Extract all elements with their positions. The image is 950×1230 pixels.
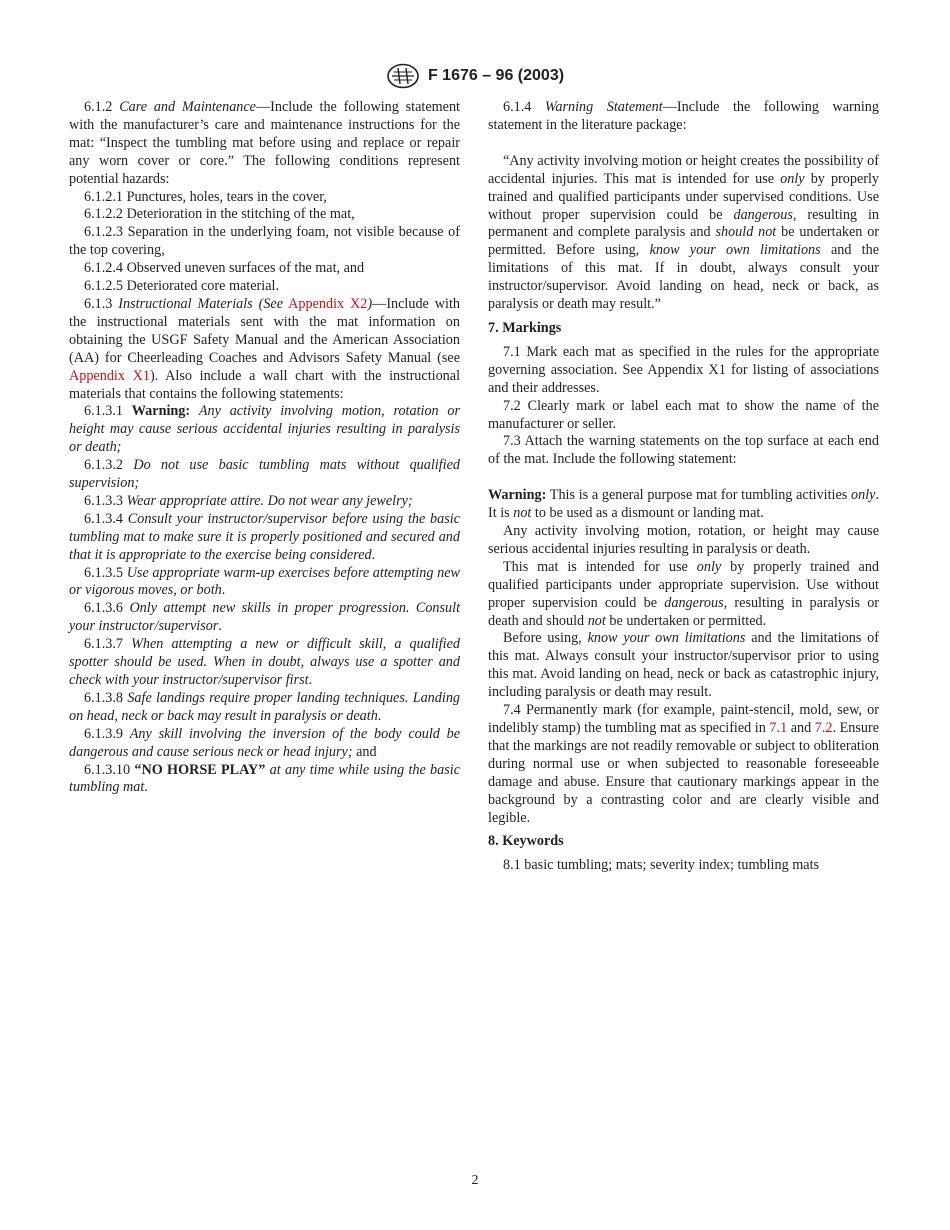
section-7-3: 7.3 Attach the warning statements on the top surface at each end of the mat. Include the following statement:	[488, 433, 879, 468]
mat-warning-injury: Any activity involving motion, rotation, or height may cause serious accidental injuries resulting in paralysis or death.	[488, 523, 879, 557]
section-7-2-link[interactable]: 7.2	[814, 720, 833, 736]
section-8-heading: 8. Keywords	[488, 833, 564, 850]
section-6-1-3-1: 6.1.3.1 Warning: Any activity involving motion, rotation or height may cause serious accidental injuries resulting in paralysis or death;	[69, 403, 461, 456]
astm-logo	[386, 63, 420, 89]
section-6-1-3-10: 6.1.3.10 “NO HORSE PLAY” at any time while using the basic tumbling mat.	[69, 761, 461, 796]
mat-warning-limitations: Before using, know your own limitations and the limitations of this mat. Always consult your instructor/supervisor prior to using this mat. Avoid landing on head, neck or back as catastrophic injury, including paralysis or death may result.	[488, 630, 879, 701]
page-header	[0, 63, 950, 89]
section-7-2: 7.2 Clearly mark or label each mat to show the name of the manufacturer or seller.	[488, 397, 879, 432]
left-column	[69, 99, 460, 797]
section-6-1-2-2: 6.1.2.2 Deterioration in the stitching of the mat,	[84, 206, 355, 223]
section-6-1-3-5: 6.1.3.5 Use appropriate warm-up exercises before attempting new or vigorous moves, or both.	[69, 564, 460, 599]
section-6-1-3: 6.1.3 Instructional Materials (See Appendix X2)—Include with the instructional materials sent with the mat information on obtaining the USGF Safety Manual and the American Association (AA) for Cheerleading Coaches and Advisors Safety Manual (see Appendix X1). Also include a wall chart with the instructional materials that contains the following statements:	[69, 295, 461, 402]
section-7-1-link[interactable]: 7.1	[769, 720, 788, 736]
document-title: F 1676 – 96 (2003)	[427, 67, 565, 85]
section-7-4: 7.4 Permanently mark (for example, paint-stencil, mold, sew, or indelibly stamp) the tumbling mat as specified in 7.1 and 7.2. Ensure that the markings are not readily removable or subject to obliteration during normal use or when subjected to reasonable foreseeable damage and abuse. Ensure that cautionary markings appear in the background by a contrasting color and are clearly visible and legible.	[488, 702, 880, 826]
section-6-1-3-6: 6.1.3.6 Only attempt new skills in proper progression. Consult your instructor/supervisor.	[69, 600, 461, 635]
page-number: 2	[471, 1173, 479, 1188]
section-7-heading: 7. Markings	[488, 319, 562, 336]
section-6-1-4: 6.1.4 Warning Statement—Include the following warning statement in the literature package:	[488, 99, 879, 133]
appendix-x1-link[interactable]: Appendix X1	[69, 367, 150, 384]
section-6-1-2-5: 6.1.2.5 Deteriorated core material.	[84, 278, 279, 295]
mat-warning-use: This mat is intended for use only by properly trained and qualified participants under appropriate supervision. Use without proper supervision could be dangerous, resulting in paralysis or death and should not be undertaken or permitted.	[488, 558, 880, 629]
section-6-1-3-2: 6.1.3.2 Do not use basic tumbling mats without qualified supervision;	[69, 457, 461, 492]
section-6-1-3-3: 6.1.3.3 Wear appropriate attire. Do not wear any jewelry;	[84, 492, 413, 509]
mat-warning-statement: Warning: This is a general purpose mat for tumbling activities only. It is not to be used as a dismount or landing mat.	[488, 487, 879, 522]
section-6-1-2-3: 6.1.2.3 Separation in the underlying foam, not visible because of the top covering,	[69, 224, 460, 259]
warning-quote: “Any activity involving motion or height creates the possibility of accidental injuries. This mat is intended for use only by properly trained and qualified participants under supervised conditions. Use without proper supervision could be dangerous, resulting in permanent and complete paralysis and should not be undertaken or permitted. Before using, know your own limitations and the limitations of this mat. If in doubt, always consult your instructor/supervisor. Avoid landing on head, neck or back, as paralysis or death may result.”	[488, 152, 880, 313]
section-6-1-2-1: 6.1.2.1 Punctures, holes, tears in the cover,	[84, 188, 327, 205]
appendix-x2-link[interactable]: Appendix X2	[288, 295, 368, 312]
spacer	[488, 469, 879, 487]
section-6-1-2-4: 6.1.2.4 Observed uneven surfaces of the mat, and	[84, 260, 365, 277]
section-6-1-2: 6.1.2 Care and Maintenance—Include the following statement with the manufacturer’s care and maintenance instructions for the mat: “Inspect the tumbling mat before using and replace or repair any worn cover or core.” The following conditions represent potential hazards:	[69, 99, 460, 187]
section-6-1-3-4: 6.1.3.4 Consult your instructor/supervisor before using the basic tumbling mat to make sure it is properly positioned and secured and that it is appropriate to the exercise being considered.	[69, 510, 461, 563]
section-6-1-3-7: 6.1.3.7 When attempting a new or difficult skill, a qualified spotter should be used. When in doubt, always use a spotter and check with your instructor/supervisor first.	[69, 636, 460, 688]
section-8-1: 8.1 basic tumbling; mats; severity index; tumbling mats	[503, 857, 820, 874]
right-column	[488, 99, 879, 875]
section-6-1-3-9: 6.1.3.9 Any skill involving the inversion of the body could be dangerous and cause serious neck or head injury; and	[69, 725, 460, 760]
spacer	[488, 135, 879, 153]
section-6-1-3-8: 6.1.3.8 Safe landings require proper landing techniques. Landing on head, neck or back may result in paralysis or death.	[69, 689, 461, 724]
section-7-1: 7.1 Mark each mat as specified in the rules for the appropriate governing association. See Appendix X1 for listing of associations and their addresses.	[488, 343, 879, 396]
